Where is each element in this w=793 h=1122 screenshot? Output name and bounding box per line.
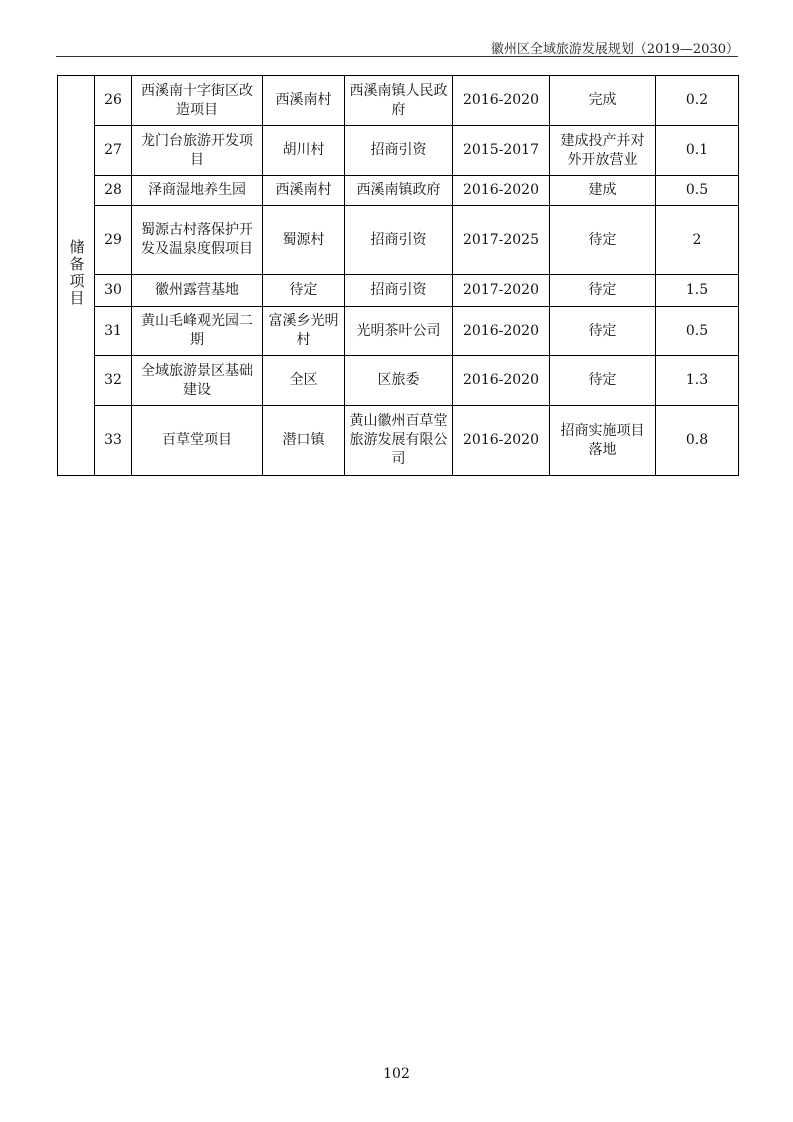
row-number: 32 <box>95 356 132 406</box>
project-status: 待定 <box>550 356 656 406</box>
project-investment: 0.5 <box>656 176 739 206</box>
page-number: 102 <box>383 1066 410 1082</box>
project-period: 2016-2020 <box>453 176 550 206</box>
project-investment: 0.8 <box>656 406 739 476</box>
project-period: 2016-2020 <box>453 356 550 406</box>
project-name: 百草堂项目 <box>132 406 263 476</box>
project-investment: 0.2 <box>656 76 739 126</box>
project-owner: 招商引资 <box>345 275 453 307</box>
project-name: 全域旅游景区基础建设 <box>132 356 263 406</box>
project-owner: 区旅委 <box>345 356 453 406</box>
project-period: 2017-2020 <box>453 275 550 307</box>
project-location: 待定 <box>263 275 345 307</box>
project-status: 完成 <box>550 76 656 126</box>
project-owner: 招商引资 <box>345 206 453 275</box>
table-row <box>58 307 739 356</box>
group-label-cell <box>58 76 95 476</box>
project-status: 待定 <box>550 307 656 356</box>
project-name: 泽商湿地养生园 <box>132 176 263 206</box>
project-owner: 西溪南镇政府 <box>345 176 453 206</box>
project-period: 2015-2017 <box>453 126 550 176</box>
project-period: 2016-2020 <box>453 76 550 126</box>
table-row <box>58 176 739 206</box>
project-location: 胡川村 <box>263 126 345 176</box>
row-number: 30 <box>95 275 132 307</box>
project-investment: 1.3 <box>656 356 739 406</box>
project-period: 2017-2025 <box>453 206 550 275</box>
row-number: 31 <box>95 307 132 356</box>
project-name: 西溪南十字街区改造项目 <box>132 76 263 126</box>
row-number: 28 <box>95 176 132 206</box>
project-location: 全区 <box>263 356 345 406</box>
project-status: 建成 <box>550 176 656 206</box>
reserve-projects-table <box>57 75 739 476</box>
row-number: 29 <box>95 206 132 275</box>
row-number: 33 <box>95 406 132 476</box>
project-investment: 1.5 <box>656 275 739 307</box>
project-location: 蜀源村 <box>263 206 345 275</box>
project-owner: 招商引资 <box>345 126 453 176</box>
project-location: 西溪南村 <box>263 176 345 206</box>
project-status: 待定 <box>550 206 656 275</box>
header-divider <box>56 56 738 57</box>
project-status: 待定 <box>550 275 656 307</box>
project-owner: 光明茶叶公司 <box>345 307 453 356</box>
page-header-title: 徽州区全域旅游发展规划（2019—2030） <box>490 42 739 57</box>
project-name: 龙门台旅游开发项目 <box>132 126 263 176</box>
project-period: 2016-2020 <box>453 406 550 476</box>
table-row <box>58 356 739 406</box>
project-investment: 0.5 <box>656 307 739 356</box>
table-row <box>58 275 739 307</box>
project-name: 黄山毛峰观光园二期 <box>132 307 263 356</box>
project-location: 潜口镇 <box>263 406 345 476</box>
project-location: 富溪乡光明村 <box>263 307 345 356</box>
row-number: 26 <box>95 76 132 126</box>
project-status: 建成投产并对外开放营业 <box>550 126 656 176</box>
project-location: 西溪南村 <box>263 76 345 126</box>
table-row <box>58 206 739 275</box>
project-investment: 0.1 <box>656 126 739 176</box>
project-investment: 2 <box>656 206 739 275</box>
project-name: 徽州露营基地 <box>132 275 263 307</box>
table-row <box>58 406 739 476</box>
row-number: 27 <box>95 126 132 176</box>
project-name: 蜀源古村落保护开发及温泉度假项目 <box>132 206 263 275</box>
group-label: 储备项目 <box>67 238 86 307</box>
project-status: 招商实施项目落地 <box>550 406 656 476</box>
project-owner: 黄山徽州百草堂旅游发展有限公司 <box>345 406 453 476</box>
project-owner: 西溪南镇人民政府 <box>345 76 453 126</box>
table-row <box>58 126 739 176</box>
table-row <box>58 76 739 126</box>
project-period: 2016-2020 <box>453 307 550 356</box>
